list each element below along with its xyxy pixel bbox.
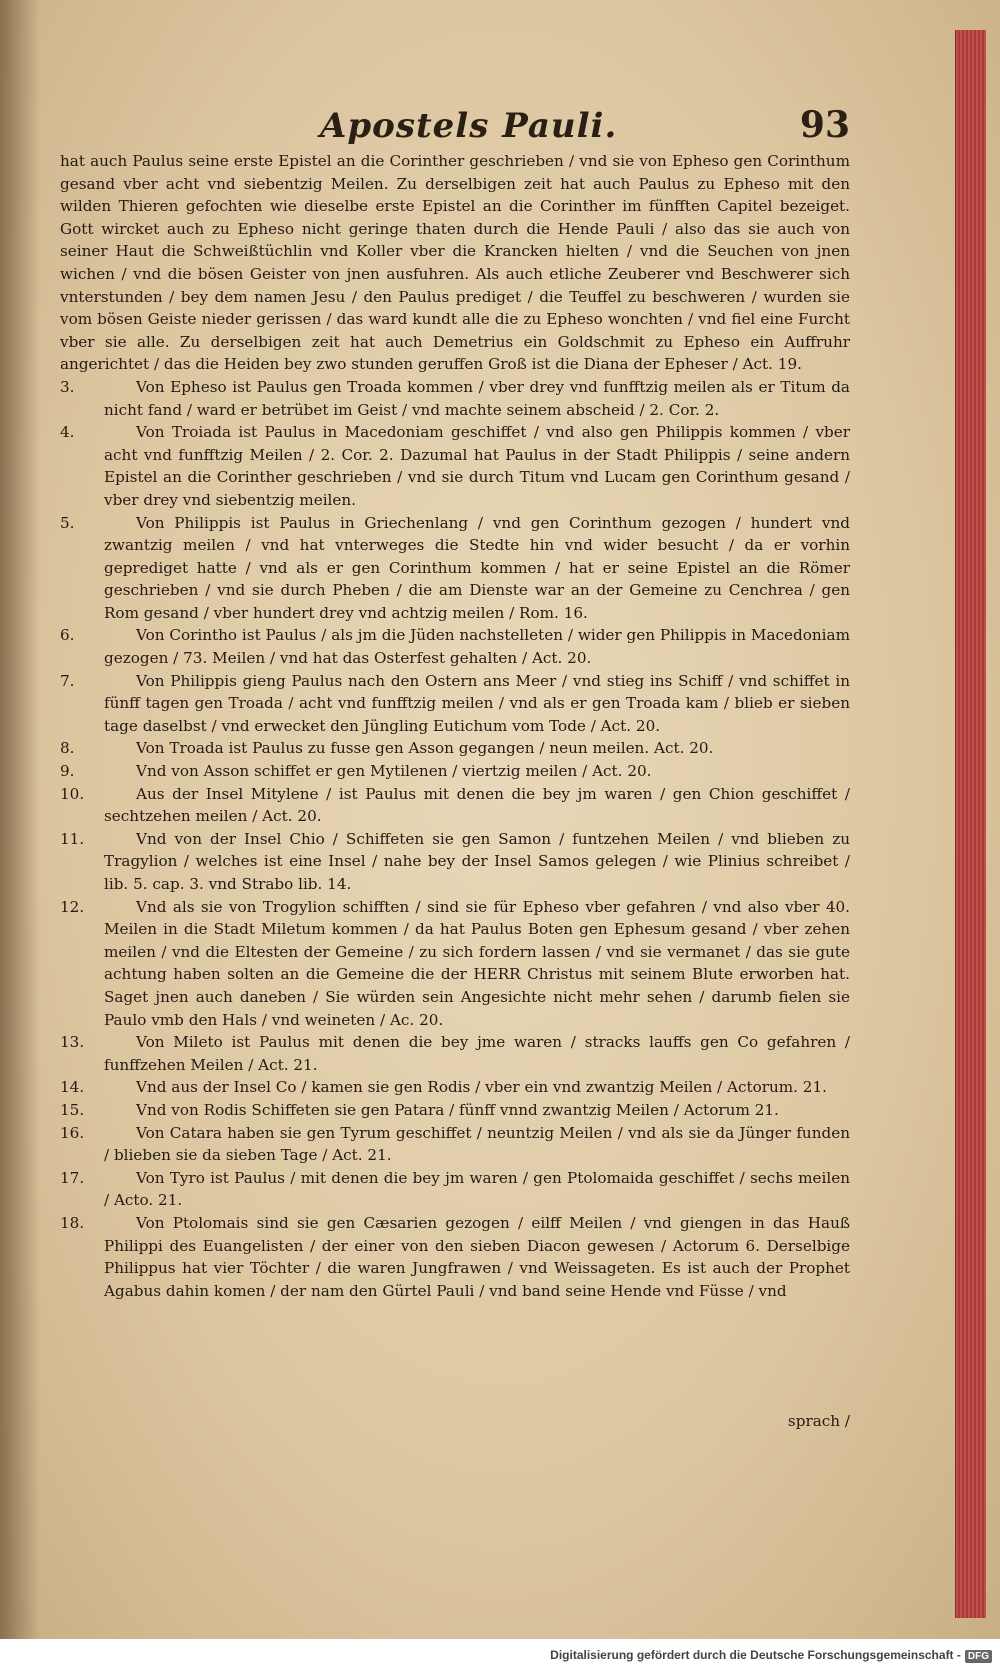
entry-text: Vnd von der Insel Chio / Schiffeten sie gen Samon / funtzehen Meilen / vnd blieben zu Tragylion / welches ist eine Insel / nahe bey der Insel Samos gelegen / wie Plinius schreibet / lib. 5. cap. 3. vnd Strabo lib. 14. [104, 829, 850, 893]
entry-number: 10. [60, 784, 85, 803]
entry-text: Von Catara haben sie gen Tyrum geschiffet / neuntzig Meilen / vnd als sie da Jünger funden / blieben sie da sieben Tage / Act. 21. [104, 1123, 850, 1165]
entry-item [60, 760, 850, 783]
entry-number: 11. [60, 829, 85, 848]
entry-text: Von Corintho ist Paulus / als jm die Jüden nachstelleten / wider gen Philippis in Macedoniam gezogen / 73. Meilen / vnd hat das Osterfest gehalten / Act. 20. [104, 626, 850, 668]
entry-item [60, 1122, 850, 1167]
entry-number: 12. [60, 897, 85, 916]
entry-text: Von Tyro ist Paulus / mit denen die bey jm waren / gen Ptolomaida geschiffet / sechs meilen / Acto. 21. [104, 1168, 850, 1210]
entry-item [60, 624, 850, 669]
entry-number: 15. [60, 1100, 85, 1119]
entry-text: Von Troiada ist Paulus in Macedoniam geschiffet / vnd also gen Philippis kommen / vber acht vnd funfftzig Meilen / 2. Cor. 2. Dazumal hat Paulus in der Stadt Philippis / seine andern Epistel an die Corinther geschrieben / vnd sie durch Titum vnd Lucam gen Corinthum gesand / vber drey vnd siebentzig meilen. [104, 423, 850, 509]
entry-item [60, 737, 850, 760]
digitization-credit [550, 1648, 992, 1663]
body-text [60, 150, 850, 1302]
entry-number: 7. [60, 671, 75, 690]
numbered-entries [60, 376, 850, 1302]
page-number: 93 [799, 104, 850, 146]
entry-item [60, 1167, 850, 1212]
entry-number: 5. [60, 513, 75, 532]
gutter-shadow [0, 0, 40, 1669]
entry-text: Aus der Insel Mitylene / ist Paulus mit denen die bey jm waren / gen Chion geschiffet / sechtzehen meilen / Act. 20. [104, 784, 850, 826]
entry-text: Von Troada ist Paulus zu fusse gen Asson gegangen / neun meilen. Act. 20. [136, 739, 714, 758]
entry-item [60, 783, 850, 828]
entry-text: Von Epheso ist Paulus gen Troada kommen / vber drey vnd funfftzig meilen als er Titum da nicht fand / ward er betrübet im Geist / vnd machte seinem abscheid / 2. Cor. 2. [104, 377, 850, 419]
entry-item [60, 828, 850, 896]
entry-item [60, 1031, 850, 1076]
entry-item [60, 512, 850, 625]
running-title: Apostels Pauli. [320, 106, 618, 146]
entry-item [60, 421, 850, 511]
red-page-edges [955, 30, 986, 1618]
entry-text: Vnd von Asson schiffet er gen Mytilenen / viertzig meilen / Act. 20. [136, 762, 652, 781]
entry-number: 8. [60, 739, 75, 758]
entry-text: Von Mileto ist Paulus mit denen die bey jme waren / stracks lauffs gen Co gefahren / funffzehen Meilen / Act. 21. [104, 1033, 850, 1074]
entry-item [60, 896, 850, 1032]
entry-number: 16. [60, 1123, 85, 1142]
entry-text: Von Philippis gieng Paulus nach den Ostern ans Meer / vnd stieg ins Schiff / vnd schiffet in fünff tagen gen Troada / acht vnd funfftzig meilen / vnd als er gen Troada kam / blieb er sieben tage daselbst / vnd erwecket den Jüngling Eutichum vom Tode / Act. 20. [104, 671, 850, 735]
entry-text: Von Ptolomais sind sie gen Cæsarien gezogen / eilff Meilen / vnd giengen in das Hauß Philippi des Euangelisten / der einer von den sieben Diacon gewesen / Actorum 6. Derselbige Philippus hat vier Töchter / die waren Jungfrawen / vnd Weissageten. Es ist auch der Prophet Agabus dahin komen / der nam den Gürtel Pauli / vnd band seine Hende vnd Füsse / vnd [104, 1213, 850, 1300]
entry-item [60, 1212, 850, 1302]
dfg-logo: DFG [965, 1650, 992, 1663]
entry-item [60, 670, 850, 738]
entry-number: 6. [60, 626, 75, 645]
intro-paragraph: hat auch Paulus seine erste Epistel an die Corinther geschrieben / vnd sie von Epheso gen Corinthum gesand vber acht vnd siebentzig Meilen. Zu derselbigen zeit hat auch Paulus zu Epheso mit den wilden Thieren gefochten wie dieselbe erste Epistel an die Corinther im fünfften Capitel bezeiget. Gott wircket auch zu Epheso nicht geringe thaten durch die Hende Pauli / also das sie auch von seiner Haut die Schweißtüchlin vnd Koller vber die Krancken hielten / vnd die Seuchen von jnen wichen / vnd die bösen Geister von jnen ausfuhren. Als auch etliche Zeuberer vnd Beschwerer sich vnterstunden / bey dem namen Jesu / den Paulus prediget / die Teuffel zu beschweren / wurden sie vom bösen Geiste nieder gerissen / das ward kundt alle die zu Epheso wonchten / vnd fiel eine Furcht vber sie alle. Zu derselbigen zeit hat auch Demetrius ein Goldschmit zu Epheso ein Auffruhr angerichtet / das die Heiden bey zwo stunden geruffen Groß ist die Diana der Epheser / Act. 19. [60, 152, 850, 374]
entry-item [60, 376, 850, 421]
catchword: sprach / [787, 1412, 850, 1430]
entry-number: 3. [60, 377, 75, 396]
entry-text: Vnd von Rodis Schiffeten sie gen Patara / fünff vnnd zwantzig Meilen / Actorum 21. [136, 1100, 779, 1119]
entry-text: Vnd als sie von Trogylion schifften / sind sie für Epheso vber gefahren / vnd also vber 40. Meilen in die Stadt Miletum kommen / da hat Paulus Boten gen Ephesum gesand / vber zehen meilen / vnd die Eltesten der Gemeine / zu sich fordern lassen / vnd sie vermanet / das sie gute achtung haben solten an die Gemeine die der HERR Christus mit seinem Blute erworben hat. Saget jnen auch daneben / Sie würden sein Angesichte nicht mehr sehen / darumb fielen sie Paulo vmb den Hals / vnd weineten / Ac. 20. [104, 897, 850, 1029]
entry-number: 17. [60, 1168, 85, 1187]
entry-number: 4. [60, 423, 75, 442]
entry-text: Vnd aus der Insel Co / kamen sie gen Rodis / vber ein vnd zwantzig Meilen / Actorum. 21. [136, 1078, 827, 1097]
footer-band [0, 1639, 1000, 1669]
entry-number: 9. [60, 762, 75, 781]
entry-number: 13. [60, 1033, 85, 1052]
entry-item [60, 1076, 850, 1099]
entry-number: 18. [60, 1213, 85, 1232]
entry-text: Von Philippis ist Paulus in Griechenlang / vnd gen Corinthum gezogen / hundert vnd zwantzig meilen / vnd hat vnterweges die Stedte hin vnd wider besucht / da er vorhin geprediget hatte / vnd als er gen Corinthum kommen / hat er seine Epistel an die Römer geschrieben / vnd sie durch Pheben / die am Dienste war an der Gemeine zu Cenchrea / gen Rom gesand / vber hundert drey vnd achtzig meilen / Rom. 16. [104, 513, 850, 622]
credit-text: Digitalisierung gefördert durch die Deutsche Forschungsgemeinschaft - [550, 1648, 961, 1662]
entry-item [60, 1099, 850, 1122]
entry-number: 14. [60, 1078, 85, 1097]
